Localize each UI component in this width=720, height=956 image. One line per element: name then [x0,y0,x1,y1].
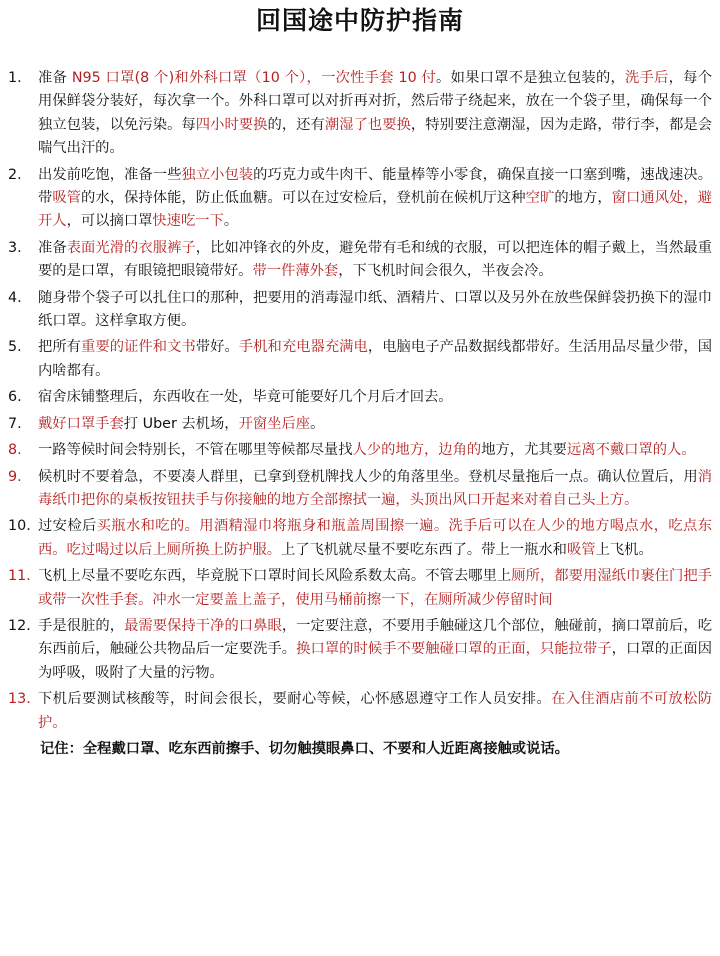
highlighted-text: 消毒纸巾把你的桌板按钮扶手与你接触的地方全部擦拭一遍，头顶出风口开起来对着自己头上方。 [38,468,712,508]
highlighted-text: 独立小包装 [181,166,254,183]
item-text: ，可以摘口罩 [66,213,153,230]
item-text: 一路等候时间会特别长，不管在哪里等候都尽量找 [38,442,353,459]
highlighted-text: 重要的证件和文书 [81,339,196,356]
highlighted-text: 买瓶水和吃的。用酒精湿巾将瓶身和瓶盖周围擦一遍。洗手后可以在人少的地方喝点水，吃点东西。吃过喝过以后上厕所换上防护服。 [38,518,712,558]
highlighted-text: 快速吃一下 [152,213,224,230]
item-text: 把所有 [38,339,82,356]
item-number: 7. [8,415,22,432]
item-text: 手是很脏的， [38,617,125,634]
item-text: 的地方， [554,190,612,207]
list-item [8,336,712,383]
list-item [8,615,712,685]
list-item [8,287,712,334]
item-text: ，下飞机时间会很久，半夜会冷。 [338,263,553,280]
item-number: 13. [8,691,31,708]
item-number: 9. [8,468,22,485]
highlighted-text: 吸管 [566,541,596,558]
list-item [8,67,712,161]
highlighted-text: 表面光滑的衣服裤子 [66,239,196,256]
item-number: 8. [8,442,22,459]
item-text: 的巧克力或牛肉干、能量棒等小零食，确保直接一口塞到嘴，速战速决。带 [38,166,713,207]
item-text: 候机时不要着急，不要凑人群里，已拿到登机牌找人少的角落里坐。登机尽量拖后一点。确认位置后，用 [38,468,698,485]
item-text: ，特别要注意潮湿，因为走路，带行李，都是会喘气出汗的。 [38,116,713,157]
item-text: 带好。 [195,339,239,356]
highlighted-text: 戴好口罩手套 [38,415,124,432]
item-number: 6. [8,389,22,406]
list-item [8,515,712,562]
item-text: 打 Uber 去机场， [123,415,239,432]
highlighted-text: 人少的地方，边角的 [352,442,482,459]
highlighted-text: 洗手后 [625,70,669,86]
item-text: ，电脑电子产品数据线都带好。生活用品尽量少带，国内啥都有。 [38,339,713,379]
item-text: 。 [223,213,239,230]
page-title: 回国途中防护指南 [255,6,464,35]
item-number: 10. [8,518,31,535]
highlighted-text: 远离不戴口罩的人。 [566,442,696,459]
item-number: 1. [8,70,22,86]
highlighted-text: 潮湿了也要换 [324,116,411,133]
highlighted-text: 开窗坐后座 [238,415,311,432]
item-text: 宿舍床铺整理后，东西收在一处，毕竟可能要好几个月后才回去。 [38,389,453,406]
highlighted-text: 厕所，都要用湿纸巾裹住门把手或带一次性手套。冲水一定要盖上盖子，使用马桶前擦一下，在厕所减少停留时间 [38,568,712,608]
highlighted-text: 最需要保持干净的口鼻眼 [124,617,282,634]
highlighted-text: 在入住酒店前不可放松防护。 [38,691,713,731]
highlighted-text: 换口罩的时候手不要触碰口罩的正面，只能拉带子 [296,641,612,658]
highlighted-text: N95 口罩(8 个)和外科口罩（10 个），一次性手套 10 付 [71,70,437,86]
item-text: 飞机上尽量不要吃东西，毕竟脱下口罩时间长风险系数太高。不管去哪里上 [38,568,512,585]
item-text: 随身带个袋子可以扎住口的那种，把要用的消毒湿巾纸、酒精片、口罩以及另外在放些保鲜袋扔换下的湿巾纸口罩。这样拿取方便。 [38,289,712,330]
item-text: ，一定要注意，不要用手触碰这几个部位，触碰前，摘口罩前后，吃东西前后，触碰公共物品后一定要洗手。 [38,617,713,658]
list-item [8,466,712,513]
item-number: 2. [8,166,22,183]
item-text: 上了飞机就尽量不要吃东西了。带上一瓶水和 [281,541,567,558]
item-number: 11. [8,568,31,585]
item-number: 4. [8,289,22,306]
guide-list [8,67,712,735]
highlighted-text: 空旷 [525,190,555,207]
item-text: 过安检后 [38,518,97,535]
item-text: 。如果口罩不是独立包装的， [436,70,626,86]
item-number: 5. [8,339,22,356]
item-text: 准备 [38,239,67,256]
item-text: 准备 [38,70,72,86]
item-text: ，比如冲锋衣的外皮，避免带有毛和绒的衣服，可以把连体的帽子戴上，当然最重要的是口罩，有眼镜把眼镜带好。 [38,239,713,280]
item-text: 地方，尤其要 [481,442,567,459]
highlighted-text: 手机和充电器充满电 [238,339,368,356]
highlighted-text: 带一件薄外套 [252,263,339,280]
item-text: 上飞机。 [595,541,653,558]
item-text: 的水，保持体能，防止低血糖。可以在过安检后，登机前在候机厅这种 [81,190,526,207]
item-text: 出发前吃饱，准备一些 [38,166,182,183]
list-item [8,565,712,612]
highlighted-text: 吸管 [52,190,82,207]
item-text: ，口罩的正面因为呼吸，吸附了大量的污物。 [38,641,713,681]
highlighted-text: 窗口通风处，避开人 [38,190,713,230]
list-item [8,237,712,284]
item-number: 12. [8,617,31,634]
summary-note: 记住：全程戴口罩、吃东西前擦手、切勿触摸眼鼻口、不要和人近距离接触或说话。 [40,740,569,757]
list-item [8,439,712,462]
list-item [8,688,712,735]
list-item [8,413,712,436]
item-text: 的，还有 [267,116,325,133]
item-number: 3. [8,239,22,256]
list-item [8,386,712,409]
item-text: ，每个用保鲜袋分装好，每次拿一个。外科口罩可以对折再对折，然后带子绕起来，放在一个袋子里，确保每一个独立包装，以免污染。每 [38,70,712,133]
highlighted-text: 四小时要换 [195,116,268,133]
list-item [8,164,712,234]
item-text: 。 [310,415,325,432]
item-text: 下机后要测试核酸等，时间会很长，要耐心等候，心怀感恩遵守工作人员安排。 [38,691,552,708]
